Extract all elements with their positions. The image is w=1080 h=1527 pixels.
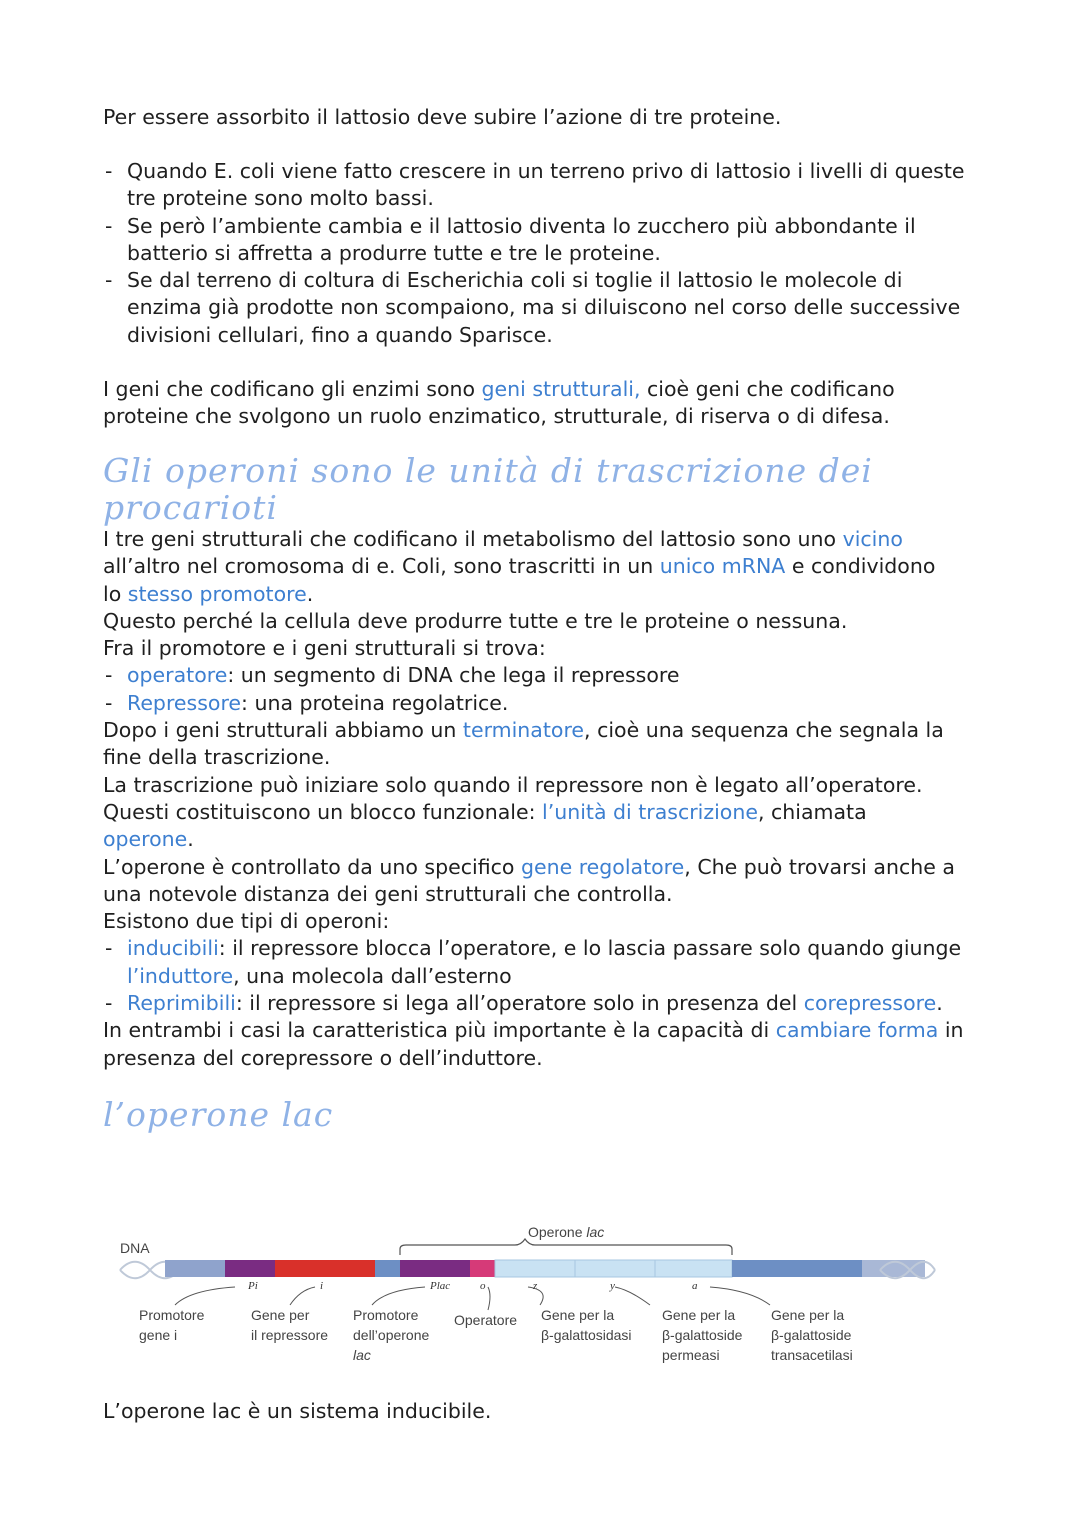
leader-line — [615, 1287, 650, 1305]
list-item: - Se però l’ambiente cambia e il lattosio diventa lo zucchero più abbondante il batterio si affretta a produrre tutte e tre le proteine. — [103, 213, 983, 268]
label-promotore-gene-i: Promotore gene i — [139, 1307, 205, 1343]
term-cambiare-forma: cambiare forma — [775, 1018, 939, 1043]
text-line: Esistono due tipi di operoni: — [103, 909, 390, 934]
segment-gene-a — [655, 1260, 732, 1277]
conclusion-paragraph: L’operone lac è un sistema inducibile. — [103, 1399, 492, 1423]
dna-segment-flank — [165, 1260, 225, 1277]
term-gene-regolatore: gene regolatore — [520, 854, 685, 879]
leader-line — [372, 1287, 425, 1305]
lactose-bullet-list — [103, 158, 983, 349]
text-line: Questo perché la cellula deve produrre tutte e tre le proteine o nessuna. — [103, 608, 848, 633]
term-reprimibili: Reprimibili — [127, 991, 236, 1016]
section-heading-operone-lac: l’operone lac — [103, 1095, 334, 1134]
term-operatore: operatore — [127, 663, 228, 688]
term-geni-strutturali: geni strutturali, — [481, 377, 641, 401]
list-item: - operatore: un segmento di DNA che lega il repressore — [105, 663, 680, 688]
leader-line — [488, 1287, 490, 1310]
section-heading-operoni: Gli operoni sono le unità di trascrizione dei procarioti — [103, 451, 873, 527]
list-item: - Se dal terreno di coltura di Escherichia coli si toglie il lattosio le molecole di enzima già prodotte non scompaiono, ma si diluiscono nel corso delle successive divisioni cellulari, fino a quando Sparisce. — [103, 267, 983, 349]
segment-gene-z — [495, 1260, 575, 1277]
label-transacetilasi: Gene per la β-galattoside transacetilasi — [771, 1307, 853, 1363]
gene-letter: y — [610, 1280, 615, 1292]
label-operatore: Operatore — [454, 1312, 518, 1328]
list-item: - Reprimibili: il repressore si lega all’operatore solo in presenza del corepressore. — [105, 991, 943, 1016]
segment-gene-y — [575, 1260, 655, 1277]
term-repressore: Repressore — [127, 690, 242, 715]
text-line: I tre geni strutturali che codificano il metabolismo del lattosio sono uno vicino — [103, 527, 903, 551]
term-inducibili: inducibili — [127, 936, 219, 961]
term-unita-trascrizione: l’unità di trascrizione — [542, 799, 758, 824]
segment-operator — [470, 1260, 495, 1277]
list-item: - Quando E. coli viene fatto crescere in un terreno privo di lattosio i livelli di queste tre proteine sono molto bassi. — [103, 158, 983, 213]
text-line: In entrambi i casi la caratteristica più importante è la capacità di cambiare forma in presenza del corepressore o dell’induttore. — [103, 1018, 964, 1070]
text-line: La trascrizione può iniziare solo quando il repressore non è legato all’operatore. — [103, 772, 923, 797]
lac-operon-diagram — [110, 1215, 940, 1375]
term-operone: operone — [103, 827, 188, 852]
gene-letter: z — [533, 1280, 538, 1292]
text-line: lo stesso promotore. — [103, 581, 314, 606]
segment-promoter-i — [225, 1260, 275, 1277]
operon-body — [103, 526, 983, 1072]
text-line: L’operone è controllato da uno specifico gene regolatore, Che può trovarsi anche a una notevole distanza dei geni strutturali che controlla. — [103, 854, 955, 906]
gene-letter: i — [320, 1280, 324, 1292]
text-line: Fra il promotore e i geni strutturali si trova: — [103, 636, 546, 661]
label-promotore-lac: Promotore dell’operone lac — [353, 1307, 430, 1363]
segment-promoter-lac — [400, 1260, 470, 1277]
term-vicino: vicino — [842, 527, 903, 551]
gene-letter: a — [692, 1280, 698, 1292]
term-terminatore: terminatore — [462, 718, 585, 743]
dna-segment-flank — [732, 1260, 862, 1277]
term-corepressore: corepressore — [803, 991, 937, 1016]
list-item: - inducibili: il repressore blocca l’operatore, e lo lascia passare solo quando giunge l’induttore, una molecola dall’esterno — [105, 936, 962, 988]
term-unico-mrna: unico mRNA — [659, 554, 786, 579]
leader-line — [175, 1287, 235, 1305]
term-induttore: l’induttore — [127, 963, 234, 988]
text-line: all’altro nel cromosoma di e. Coli, sono trascritti in un unico mRNA e condividono — [103, 554, 936, 579]
term-stesso-promotore: stesso promotore — [127, 581, 307, 606]
label-permeasi: Gene per la β-galattoside permeasi — [662, 1307, 743, 1363]
dna-segment-spacer — [375, 1260, 400, 1277]
segment-gene-i — [275, 1260, 375, 1277]
leader-line — [710, 1287, 770, 1305]
gene-letter: Plac — [430, 1280, 451, 1292]
text: cioè geni che codificano proteine che svolgono un ruolo enzimatico, strutturale, di riserva o di difesa. — [103, 377, 895, 429]
list-item: - Repressore: una proteina regolatrice. — [105, 690, 509, 715]
leader-line — [290, 1287, 315, 1305]
label-galattosidasi: Gene per la β-galattosidasi — [541, 1307, 632, 1343]
text-line: Questi costituiscono un blocco funzionale: l’unità di trascrizione, chiamata operone. — [103, 799, 867, 852]
intro-paragraph: Per essere assorbito il lattosio deve subire l’azione di tre proteine. — [103, 105, 782, 129]
text-line: Dopo i geni strutturali abbiamo un terminatore, cioè una sequenza che segnala la fine della trascrizione. — [103, 718, 944, 770]
operon-bracket — [400, 1239, 732, 1255]
gene-letter: o — [480, 1280, 486, 1292]
label-gene-repressore: Gene per il repressore — [251, 1307, 329, 1343]
structural-genes-paragraph — [103, 376, 953, 431]
operon-title: Operone lac — [528, 1224, 605, 1240]
text: I geni che codificano gli enzimi sono — [103, 377, 482, 401]
gene-letter: Pi — [248, 1280, 258, 1292]
dna-label: DNA — [120, 1240, 150, 1256]
